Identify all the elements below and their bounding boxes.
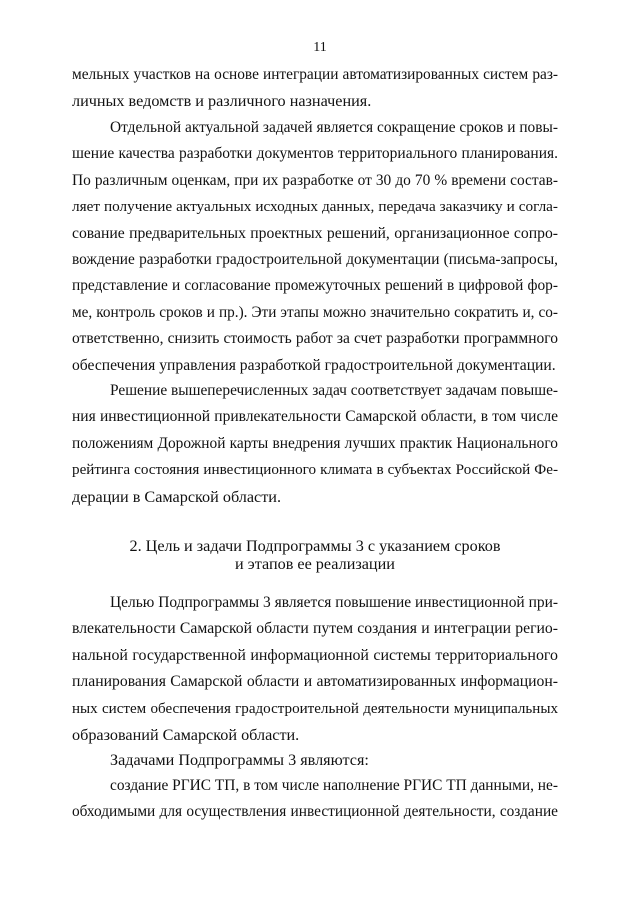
text-line: рейтинга состояния инвестиционного климата в субъектах Российской Фе- xyxy=(72,462,558,479)
page-number: 11 xyxy=(313,40,327,55)
text-line: ния инвестиционной привлекательности Самарской области, в том числе xyxy=(72,408,558,426)
paragraph-terms-reduction xyxy=(72,115,558,379)
text-line: вождение разработки градостроительной документации (письма-запросы, xyxy=(72,251,558,269)
text-line: ных систем обеспечения градостроительной деятельности муниципальных xyxy=(72,700,558,717)
text-line: мельных участков на основе интеграции автоматизированных систем раз- xyxy=(72,66,558,83)
text-line: ответственно, снизить стоимость работ за счет разработки программного xyxy=(72,330,558,348)
text-line: дерации в Самарской области. xyxy=(72,487,282,506)
heading-line: 2. Цель и задачи Подпрограммы 3 с указанием сроков xyxy=(129,537,501,555)
text-line: личных ведомств и различного назначения. xyxy=(72,92,372,111)
paragraph-investment xyxy=(72,378,558,510)
text-line: сование предварительных проектных решений, организационное сопро- xyxy=(72,224,558,242)
text-line: Решение вышеперечисленных задач соответствует задачам повыше- xyxy=(110,382,559,399)
text-line: Отдельной актуальной задачей является сокращение сроков и повы- xyxy=(110,119,558,136)
text-line: создание РГИС ТП, в том числе наполнение РГИС ТП данными, не- xyxy=(110,777,558,794)
text-line: обходимыми для осуществления инвестиционной деятельности, создание xyxy=(72,803,558,821)
text-line: положениям Дорожной карты внедрения лучших практик Национального xyxy=(72,434,558,452)
text-line: По различным оценкам, при их разработке от 30 до 70 % времени состав- xyxy=(72,171,558,189)
text-line: нальной государственной информационной системы территориального xyxy=(72,646,558,664)
paragraph-continuation xyxy=(72,62,558,115)
text-line: Целью Подпрограммы 3 является повышение инвестиционной при- xyxy=(110,594,558,611)
text-line: планирования Самарской области и автоматизированных информацион- xyxy=(72,673,558,691)
paragraph-task-list xyxy=(72,773,558,826)
paragraph-goal xyxy=(72,590,558,748)
text-line: влекательности Самарской области путем создания и интеграции регио- xyxy=(72,620,558,638)
text-line: образований Самарской области. xyxy=(72,726,300,745)
section-heading xyxy=(72,537,558,573)
text-line: шение качества разработки документов территориального планирования. xyxy=(72,145,558,163)
text-line: представление и согласование промежуточных решений в цифровой фор- xyxy=(72,277,558,295)
text-line: ляет получение актуальных исходных данных, передача заказчику и согла- xyxy=(72,198,558,216)
text-line: Задачами Подпрограммы 3 являются: xyxy=(110,751,369,769)
paragraph-tasks-intro xyxy=(72,747,558,773)
text-line: обеспечения управления разработкой градостроительной документации. xyxy=(72,356,556,374)
text-line: ме, контроль сроков и пр.). Эти этапы можно значительно сократить и, со- xyxy=(72,303,558,321)
heading-line: и этапов ее реализации xyxy=(235,555,395,573)
